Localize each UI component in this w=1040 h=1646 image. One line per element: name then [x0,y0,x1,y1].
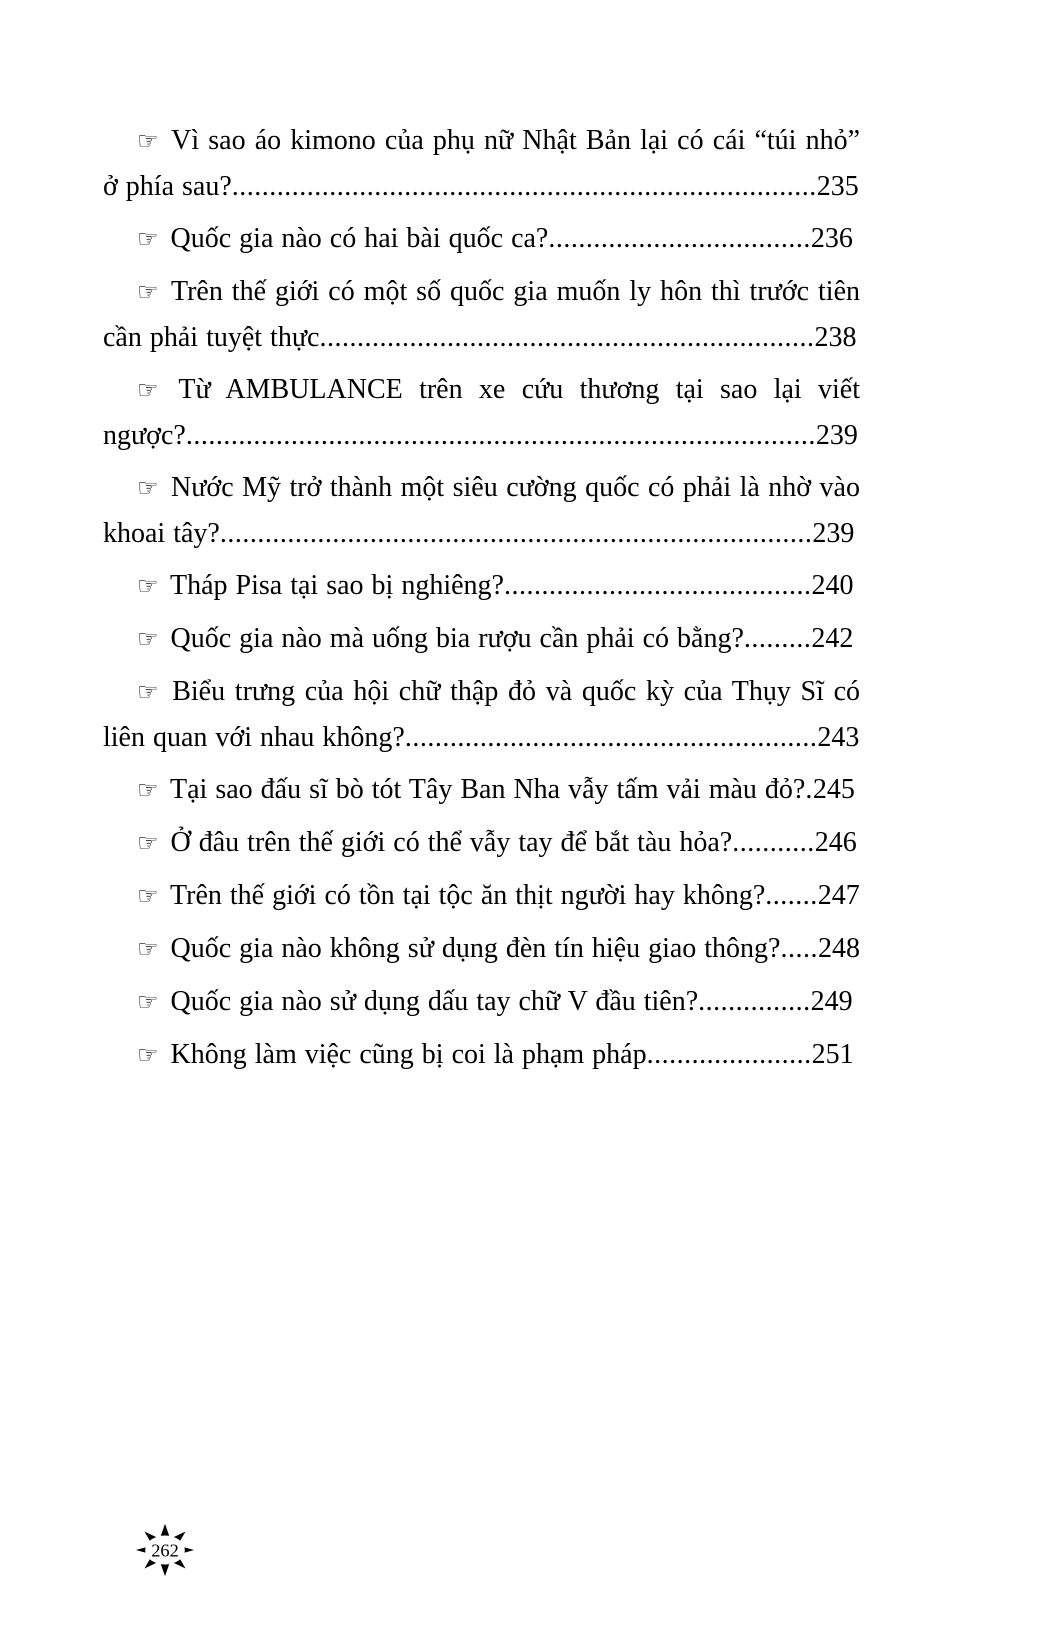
toc-entry-page-number: 243 [817,722,860,753]
dotted-leader: ...................... [646,1039,812,1070]
pointing-finger-icon: ☞ [137,1041,159,1069]
pointing-finger-icon: ☞ [137,988,159,1016]
toc-entry-page-number: 248 [817,933,860,964]
dotted-leader: ....... [765,880,818,911]
toc-entry-title: Biểu trưng của hội chữ thập đỏ và quốc kỳ của Thụy Sĩ có liên quan với nhau không? [103,676,860,753]
star-burst-ornament [134,1521,196,1579]
toc-entry-page-number: 240 [811,570,854,601]
pointing-finger-icon: ☞ [137,572,159,600]
pointing-finger-icon: ☞ [137,376,159,404]
toc-entry-page-number: 249 [810,986,853,1017]
toc-entry [103,1032,860,1078]
dotted-leader: ....................................................... [404,722,818,753]
toc-entry [103,979,860,1025]
table-of-contents [103,118,860,1085]
pointing-finger-icon: ☞ [137,278,159,306]
dotted-leader: ......................................... [503,570,812,601]
dotted-leader: .............................................................................. [231,171,817,202]
toc-entry [103,269,860,360]
toc-entry [103,563,860,609]
toc-entry [103,669,860,760]
toc-entry-title: Tháp Pisa tại sao bị nghiêng? [170,570,504,601]
toc-entry-title: Ở đâu trên thế giới có thể vẫy tay để bắt tàu hỏa? [170,827,733,858]
dotted-leader: ......... [743,623,812,654]
dotted-leader: ........... [732,827,815,858]
toc-entry-page-number: 235 [816,171,859,202]
toc-entry-page-number: 239 [815,420,858,451]
page-number-badge [134,1521,196,1579]
toc-entry-title: Từ AMBULANCE trên xe cứu thương tại sao lại viết ngược? [103,374,860,451]
toc-entry [103,926,860,972]
dotted-leader: . [805,774,813,805]
dotted-leader: ............... [698,986,811,1017]
pointing-finger-icon: ☞ [137,776,159,804]
toc-entry-title: Trên thế giới có tồn tại tộc ăn thịt người hay không? [170,880,766,911]
pointing-finger-icon: ☞ [137,225,159,253]
toc-entry-page-number: 239 [812,518,855,549]
toc-entry-title: Không làm việc cũng bị coi là phạm pháp [170,1039,647,1070]
toc-entry-title: Quốc gia nào không sử dụng đèn tín hiệu giao thông? [170,933,781,964]
toc-entry-title: Tại sao đấu sĩ bò tót Tây Ban Nha vẫy tấm vải màu đỏ? [170,774,806,805]
toc-entry-title: Quốc gia nào sử dụng dấu tay chữ V đầu tiên? [170,986,699,1017]
toc-entry [103,820,860,866]
page-number: 262 [151,1540,179,1561]
pointing-finger-icon: ☞ [137,127,159,155]
toc-entry [103,767,860,813]
dotted-leader: .................................................................................... [185,420,816,451]
toc-entry [103,873,860,919]
toc-entry-list [103,118,860,1078]
toc-entry [103,118,860,209]
toc-entry-title: Nước Mỹ trở thành một siêu cường quốc có phải là nhờ vào khoai tây? [103,472,860,549]
toc-entry [103,616,860,662]
toc-entry-title: Quốc gia nào có hai bài quốc ca? [170,223,549,254]
pointing-finger-icon: ☞ [137,474,159,502]
toc-entry-page-number: 245 [812,774,855,805]
toc-entry-page-number: 251 [811,1039,854,1070]
pointing-finger-icon: ☞ [137,882,159,910]
toc-entry-page-number: 246 [814,827,857,858]
pointing-finger-icon: ☞ [137,678,159,706]
toc-entry-title: Trên thế giới có một số quốc gia muốn ly hôn thì trước tiên cần phải tuyệt thực [103,276,860,353]
toc-entry-title: Quốc gia nào mà uống bia rượu cần phải có bằng? [170,623,744,654]
toc-entry [103,367,860,458]
dotted-leader: .................................................................. [319,322,815,353]
dotted-leader: ............................................................................... [219,518,813,549]
toc-entry [103,216,860,262]
toc-entry-page-number: 247 [817,880,860,911]
pointing-finger-icon: ☞ [137,829,159,857]
toc-entry-page-number: 236 [810,223,853,254]
toc-entry-title: Vì sao áo kimono của phụ nữ Nhật Bản lại có cái “túi nhỏ” ở phía sau? [103,125,860,202]
toc-entry-page-number: 238 [814,322,857,353]
dotted-leader: ................................... [548,223,811,254]
toc-entry-page-number: 242 [811,623,854,654]
pointing-finger-icon: ☞ [137,625,159,653]
toc-entry [103,465,860,556]
pointing-finger-icon: ☞ [137,935,159,963]
dotted-leader: ..... [780,933,818,964]
